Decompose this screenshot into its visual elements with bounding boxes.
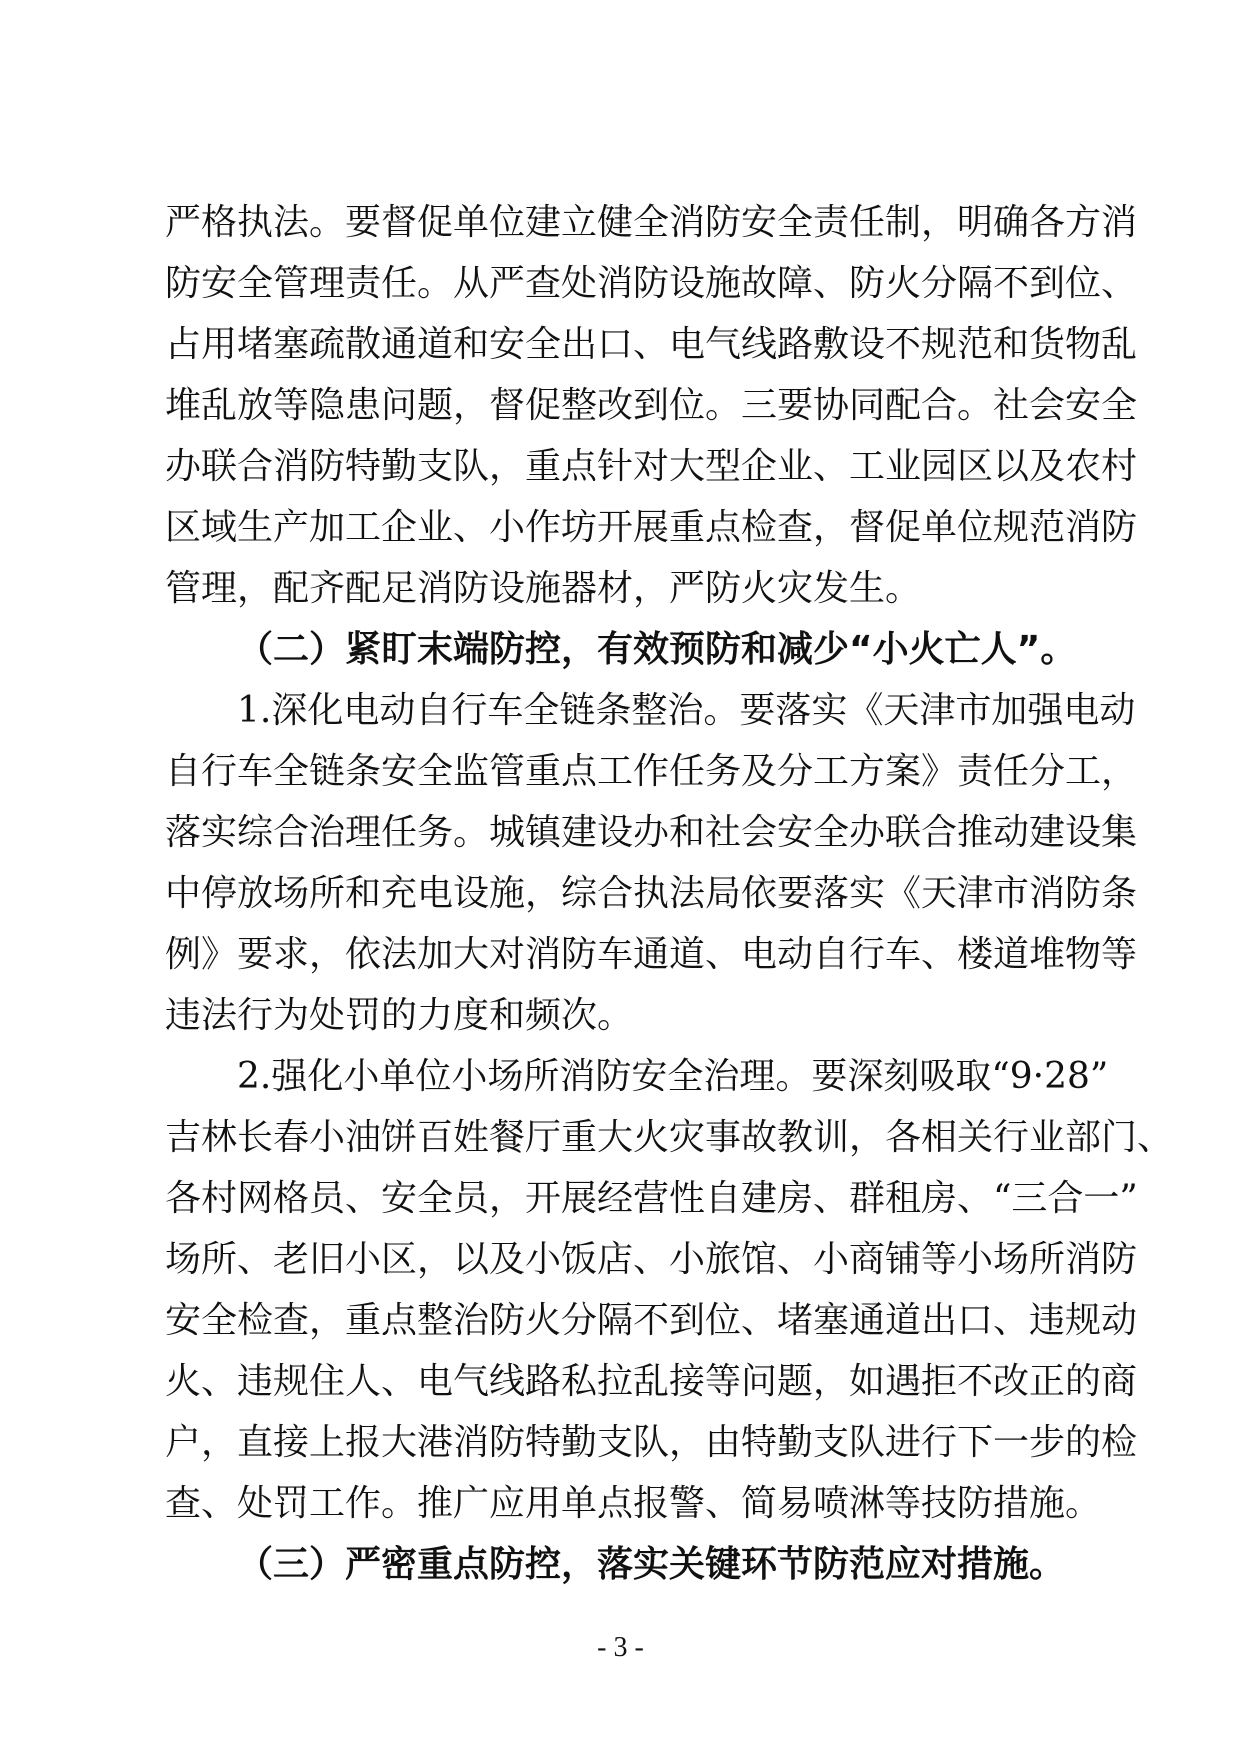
paragraph-line-7: 管理，配齐配足消防设施器材，严防火灾发生。 [165, 568, 922, 609]
paragraph-line-16: 吉林长春小油饼百姓餐厅重大火灾事故教训，各相关行业部门、 [165, 1117, 1174, 1158]
paragraph-line-22: 查、处罚工作。推广应用单点报警、简易喷淋等技防措施。 [165, 1483, 1102, 1524]
paragraph-line-18: 场所、老旧小区，以及小饭店、小旅馆、小商铺等小场所消防 [165, 1239, 1138, 1280]
paragraph-line-13: 例》要求，依法加大对消防车通道、电动自行车、楼道堆物等 [165, 934, 1138, 975]
paragraph-line-9: 1.深化电动自行车全链条整治。要落实《天津市加强电动 [237, 690, 1136, 731]
page-number: - 3 - [597, 1632, 644, 1663]
paragraph-line-17: 各村网格员、安全员，开展经营性自建房、群租房、“三合一” [165, 1178, 1138, 1219]
paragraph-line-15: 2.强化小单位小场所消防安全治理。要深刻吸取“9·28” [237, 1056, 1109, 1097]
paragraph-line-3: 占用堵塞疏散通道和安全出口、电气线路敷设不规范和货物乱 [165, 324, 1138, 365]
section-heading-2: （二）紧盯末端防控，有效预防和减少“小火亡人”。 [237, 629, 1077, 670]
paragraph-line-11: 落实综合治理任务。城镇建设办和社会安全办联合推动建设集 [165, 812, 1138, 853]
section-heading-3: （三）严密重点防控，落实关键环节防范应对措施。 [237, 1544, 1066, 1585]
paragraph-line-1: 严格执法。要督促单位建立健全消防安全责任制，明确各方消 [165, 202, 1138, 243]
paragraph-line-20: 火、违规住人、电气线路私拉乱接等问题，如遇拒不改正的商 [165, 1361, 1138, 1402]
paragraph-line-4: 堆乱放等隐患问题，督促整改到位。三要协同配合。社会安全 [165, 385, 1138, 426]
paragraph-line-10: 自行车全链条安全监管重点工作任务及分工方案》责任分工， [165, 751, 1138, 792]
paragraph-line-12: 中停放场所和充电设施，综合执法局依要落实《天津市消防条 [165, 873, 1138, 914]
paragraph-line-2: 防安全管理责任。从严查处消防设施故障、防火分隔不到位、 [165, 263, 1138, 304]
paragraph-line-19: 安全检查，重点整治防火分隔不到位、堵塞通道出口、违规动 [165, 1300, 1138, 1341]
paragraph-line-14: 违法行为处罚的力度和频次。 [165, 995, 634, 1036]
paragraph-line-6: 区域生产加工企业、小作坊开展重点检查，督促单位规范消防 [165, 507, 1138, 548]
paragraph-line-5: 办联合消防特勤支队，重点针对大型企业、工业园区以及农村 [165, 446, 1138, 487]
paragraph-line-21: 户，直接上报大港消防特勤支队，由特勤支队进行下一步的检 [165, 1422, 1138, 1463]
